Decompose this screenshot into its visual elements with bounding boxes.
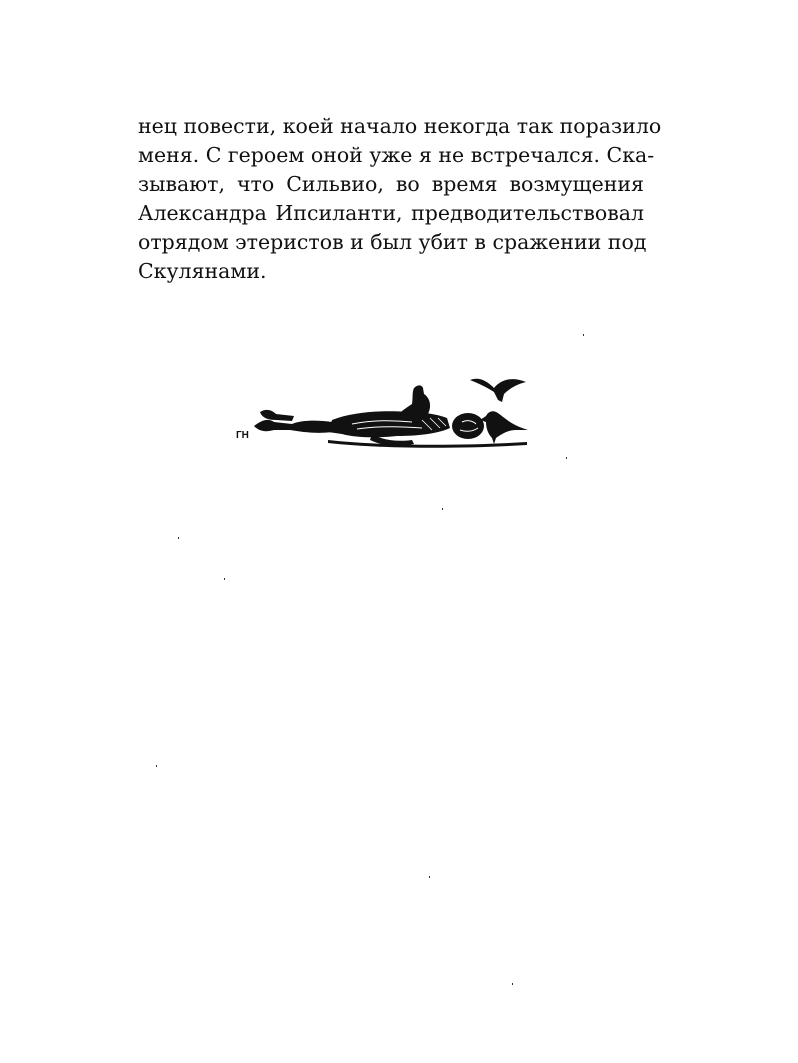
print-speck [442, 508, 443, 510]
print-speck [429, 876, 430, 878]
print-speck [224, 578, 225, 580]
text-line: Александра Ипсиланти, предводительствовал [138, 201, 644, 225]
fallen-man-with-crows-vignette [232, 368, 532, 458]
print-speck [156, 765, 157, 767]
flying-crow-icon [470, 379, 526, 402]
text-line: отрядом этеристов и был убит в сражении под [138, 230, 647, 254]
ground-crow-icon [480, 411, 528, 444]
text-line: зывают, что Сильвио, во время возмущения [138, 172, 644, 196]
perched-crow-icon [394, 385, 430, 418]
text-line: меня. С героем оной уже я не встречался. Ска- [138, 143, 655, 167]
print-speck [583, 334, 584, 336]
text-line: нец повести, коей начало некогда так поразило [138, 114, 662, 138]
print-speck [178, 537, 179, 539]
print-speck [566, 457, 567, 459]
fallen-man-figure [254, 410, 527, 448]
artist-monogram: ГН [236, 430, 249, 441]
story-ending-paragraph [138, 112, 662, 286]
text-line: Скулянами. [138, 259, 267, 283]
print-speck [512, 983, 513, 985]
